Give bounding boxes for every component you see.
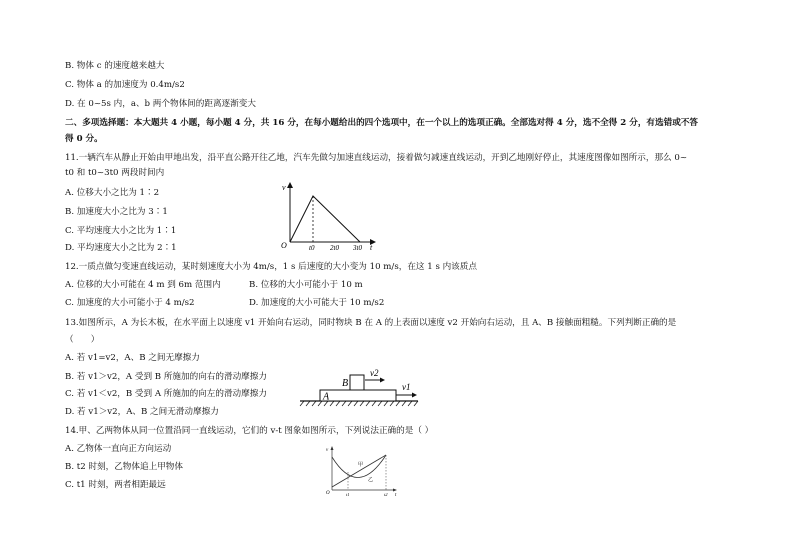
- q11-option-a: A. 位移大小之比为 1∶2: [65, 188, 160, 198]
- q10-option-c: C. 物体 a 的加速度为 0.4m/s2: [65, 80, 185, 90]
- q11-graph-origin-label: O: [281, 241, 287, 250]
- q14-graph-yi-label: 乙: [368, 478, 374, 483]
- q13-v2-label: v2: [370, 368, 379, 378]
- q13-option-c: C. 若 v1＜v2，B 受到 A 所施加的向左的滑动摩擦力: [65, 389, 267, 399]
- q12-stem: 12.一质点做匀变速直线运动，某时刻速度大小为 4m/s，1 s 后速度的大小变为 10 m/s，在这 1 s 内该质点: [65, 262, 477, 272]
- q13-board-block-figure: [294, 360, 424, 410]
- q11-option-d: D. 平均速度大小之比为 2∶1: [65, 243, 177, 253]
- q13-block-b-label: B: [342, 378, 349, 389]
- q13-block-b: [350, 375, 364, 390]
- q11-option-c: C. 平均速度大小之比为 1∶1: [65, 226, 177, 236]
- q14-graph-jia-label: 甲: [358, 463, 364, 468]
- q10-option-b: B. 物体 c 的速度越来越大: [65, 61, 165, 71]
- q14-graph-t1-label: t1: [346, 492, 350, 497]
- q14-option-b: B. t2 时刻，乙物体追上甲物体: [65, 462, 183, 472]
- q14-graph-line-jia: [332, 455, 386, 487]
- q14-graph-t-label: t: [395, 493, 397, 498]
- q11-stem-cont: t0 和 t0~3t0 两段时间内: [65, 168, 165, 178]
- q13-option-a: A. 若 v1=v2，A、B 之间无摩擦力: [65, 353, 200, 363]
- section2-heading-cont: 得 0 分。: [65, 134, 103, 144]
- q11-graph-v-label: v: [282, 183, 286, 192]
- q11-graph-3t0-label: 3t0: [353, 244, 362, 252]
- q14-graph-v-label: v: [326, 448, 329, 453]
- q13-option-b: B. 若 v1＞v2，A 受到 B 所施加的向右的滑动摩擦力: [65, 372, 267, 382]
- q14-graph-y-arrow: [331, 446, 334, 450]
- q13-ground-hatching: [300, 401, 418, 406]
- q12-option-c: C. 加速度的大小可能小于 4 m/s2: [65, 298, 195, 308]
- q12-option-b: B. 位移的大小可能小于 10 m: [249, 280, 363, 290]
- q14-graph-origin-label: O: [326, 491, 330, 496]
- q12-option-d: D. 加速度的大小可能大于 10 m/s2: [249, 298, 385, 308]
- q11-graph-t-label: t: [370, 243, 373, 252]
- q11-velocity-graph: [276, 180, 381, 252]
- q14-option-a: A. 乙物体一直向正方向运动: [65, 444, 172, 454]
- q10-option-d: D. 在 0~5s 内，a、b 两个物体间的距离逐渐变大: [65, 99, 256, 109]
- q13-v2-arrowhead: [380, 378, 385, 383]
- q14-graph-t2-label: t2: [384, 492, 388, 497]
- q11-graph-2t0-label: 2t0: [330, 244, 339, 252]
- section2-heading: 二、多项选择题：本大题共 4 小题，每小题 4 分，共 16 分，在每小题给出的四个选项中，在一个以上的选项正确。全部选对得 4 分，选不全得 2 分，有选错或不答: [65, 118, 698, 128]
- q13-v1-label: v1: [402, 382, 411, 392]
- q13-v1-arrowhead: [412, 393, 417, 398]
- q13-board-a-label: A: [323, 391, 330, 403]
- q11-graph-velocity-line: [290, 196, 360, 242]
- q14-graph-x-arrow: [393, 489, 397, 492]
- q13-stem: 13.如图所示，A 为长木板，在水平面上以速度 v1 开始向右运动，同时物块 B 在 A 的上表面以速度 v2 开始向右运动，且 A、B 接触面粗糙。下列判断正确的是: [65, 318, 677, 328]
- q13-board-a: [320, 390, 396, 401]
- q11-graph-y-arrow: [287, 182, 293, 188]
- q14-stem: 14.甲、乙两物体从同一位置沿同一直线运动，它们的 v-t 图象如图所示，下列说法正确的是（ ）: [65, 426, 434, 436]
- q13-option-d: D. 若 v1＞v2，A、B 之间无滑动摩擦力: [65, 407, 219, 417]
- q14-vt-graph: [322, 443, 402, 498]
- q12-option-a: A. 位移的大小可能在 4 m 到 6m 范围内: [65, 280, 221, 290]
- q11-stem: 11.一辆汽车从静止开始由甲地出发，沿平直公路开往乙地，汽车先做匀加速直线运动，接着做匀减速直线运动，开到乙地刚好停止，其速度图像如图所示，那么 0~: [65, 153, 688, 163]
- q11-option-b: B. 加速度大小之比为 3∶1: [65, 207, 168, 217]
- q11-graph-t0-label: t0: [309, 244, 315, 252]
- q14-option-c: C. t1 时刻，两者相距最远: [65, 480, 166, 490]
- q13-stem-cont: （ ）: [65, 335, 100, 345]
